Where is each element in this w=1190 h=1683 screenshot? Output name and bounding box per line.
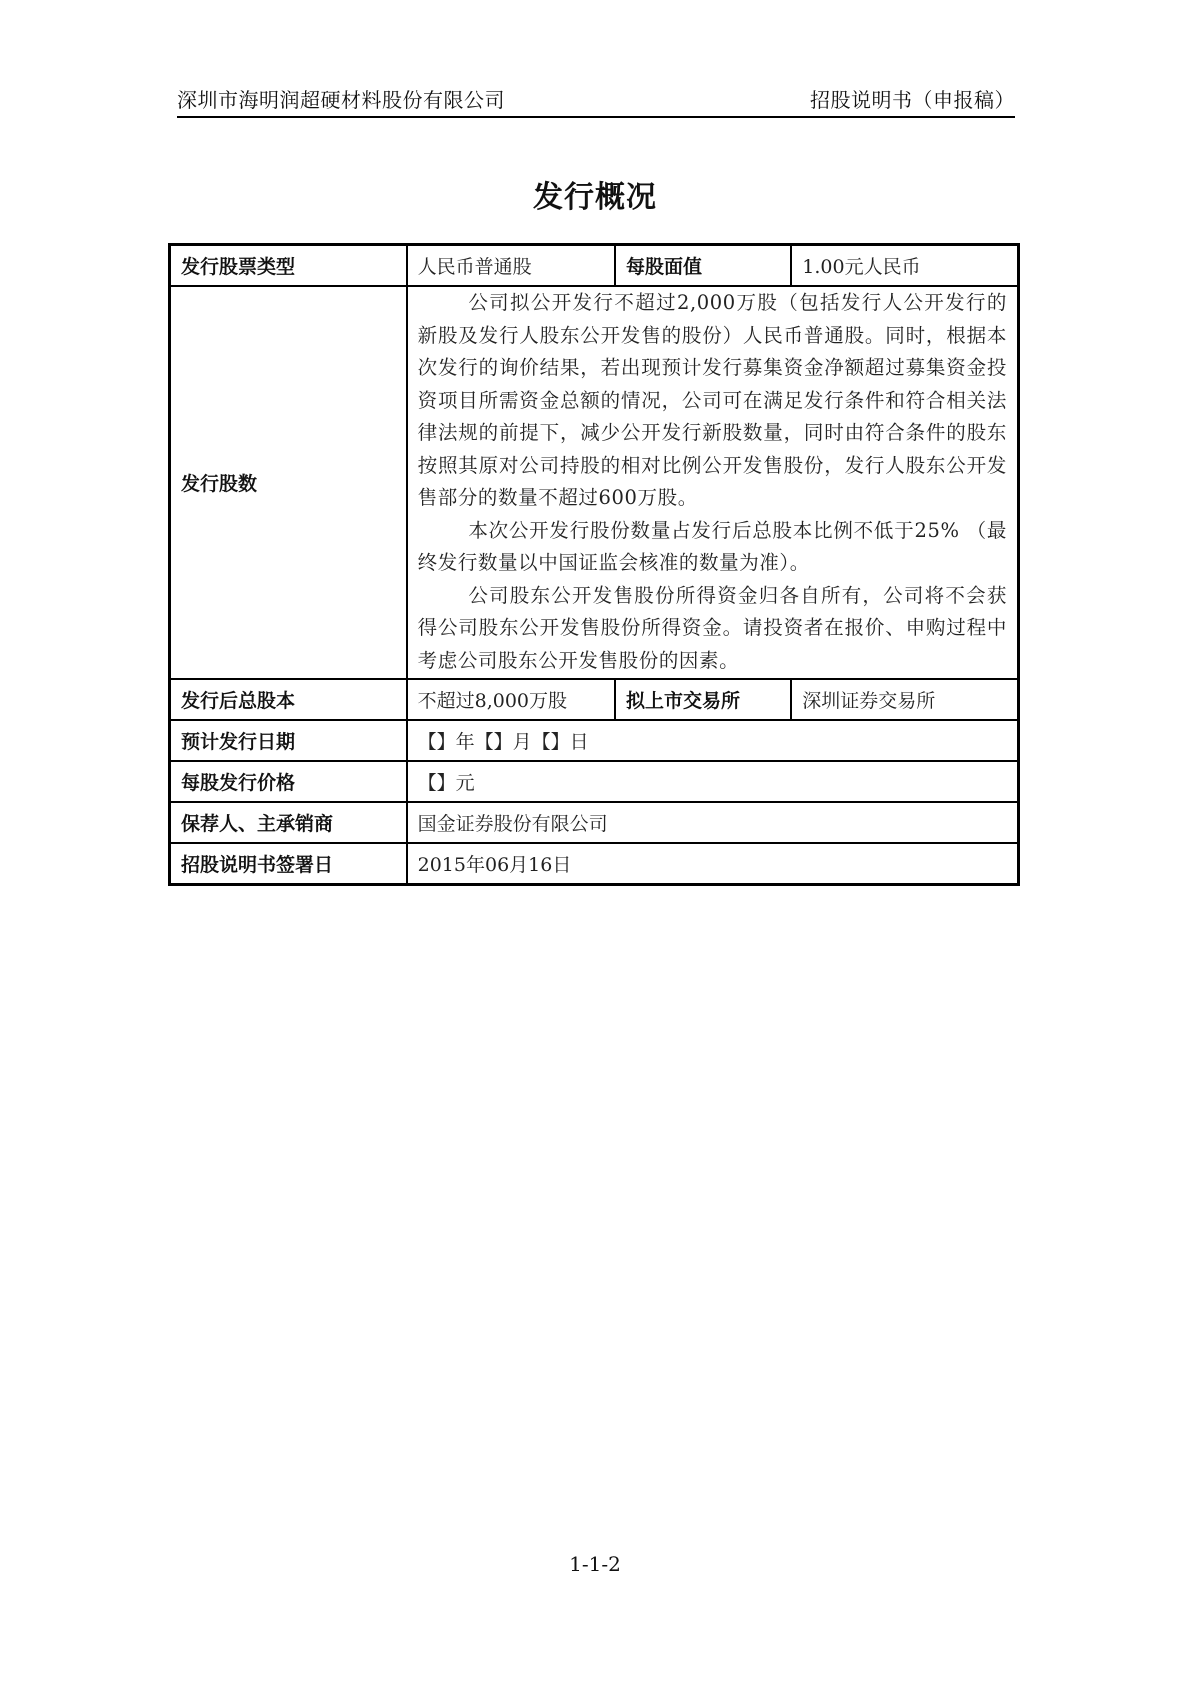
issuance-overview-table: [168, 243, 1020, 886]
table-row-signing-date: [170, 843, 1019, 885]
table-row-issue-price: [170, 761, 1019, 802]
issue-date-label: 预计发行日期: [170, 720, 407, 761]
paragraph: 本次公开发行股份数量占发行后总股本比例不低于25% （最终发行数量以中国证监会核准的数量为准）。: [417, 518, 1007, 574]
issue-date-value: 【】年【】月【】日: [407, 720, 1019, 761]
sponsor-label: 保荐人、主承销商: [170, 802, 407, 843]
document-type: 招股说明书（申报稿）: [810, 88, 1015, 112]
par-value-value: 1.00元人民币: [791, 245, 1018, 286]
company-name: 深圳市海明润超硬材料股份有限公司: [177, 88, 505, 112]
shares-issued-description: [407, 286, 1019, 679]
stock-type-value: 人民币普通股: [407, 245, 615, 286]
table-row-stock-type: [170, 245, 1019, 286]
sponsor-value: 国金证券股份有限公司: [407, 802, 1019, 843]
paragraph: 公司股东公开发售股份所得资金归各自所有，公司将不会获得公司股东公开发售股份所得资金。请投资者在报价、申购过程中考虑公司股东公开发售股份的因素。: [417, 583, 1007, 672]
issue-price-value: 【】元: [407, 761, 1019, 802]
page-title: 发行概况: [533, 180, 657, 215]
table-row-shares-issued: [170, 286, 1019, 679]
stock-type-label: 发行股票类型: [170, 245, 407, 286]
signing-date-label: 招股说明书签署日: [170, 843, 407, 885]
total-capital-label: 发行后总股本: [170, 679, 407, 720]
issue-price-label: 每股发行价格: [170, 761, 407, 802]
page-number: 1-1-2: [569, 1552, 621, 1576]
exchange-label: 拟上市交易所: [615, 679, 791, 720]
table-row-sponsor: [170, 802, 1019, 843]
exchange-value: 深圳证券交易所: [791, 679, 1018, 720]
paragraph: 公司拟公开发行不超过2,000万股（包括发行人公开发行的新股及发行人股东公开发售的股份）人民币普通股。同时，根据本次发行的询价结果，若出现预计发行募集资金净额超过募集资金投资项目所需资金总额的情况，公司可在满足发行条件和符合相关法律法规的前提下，减少公开发行新股数量，同时由符合条件的股东按照其原对公司持股的相对比例公开发售股份，发行人股东公开发售部分的数量不超过600万股。: [417, 291, 1007, 509]
page-header: [177, 84, 1015, 118]
table-row-total-capital: [170, 679, 1019, 720]
total-capital-value: 不超过8,000万股: [407, 679, 615, 720]
signing-date-value: 2015年06月16日: [407, 843, 1019, 885]
par-value-label: 每股面值: [615, 245, 791, 286]
table-row-issue-date: [170, 720, 1019, 761]
shares-issued-label: 发行股数: [170, 286, 407, 679]
